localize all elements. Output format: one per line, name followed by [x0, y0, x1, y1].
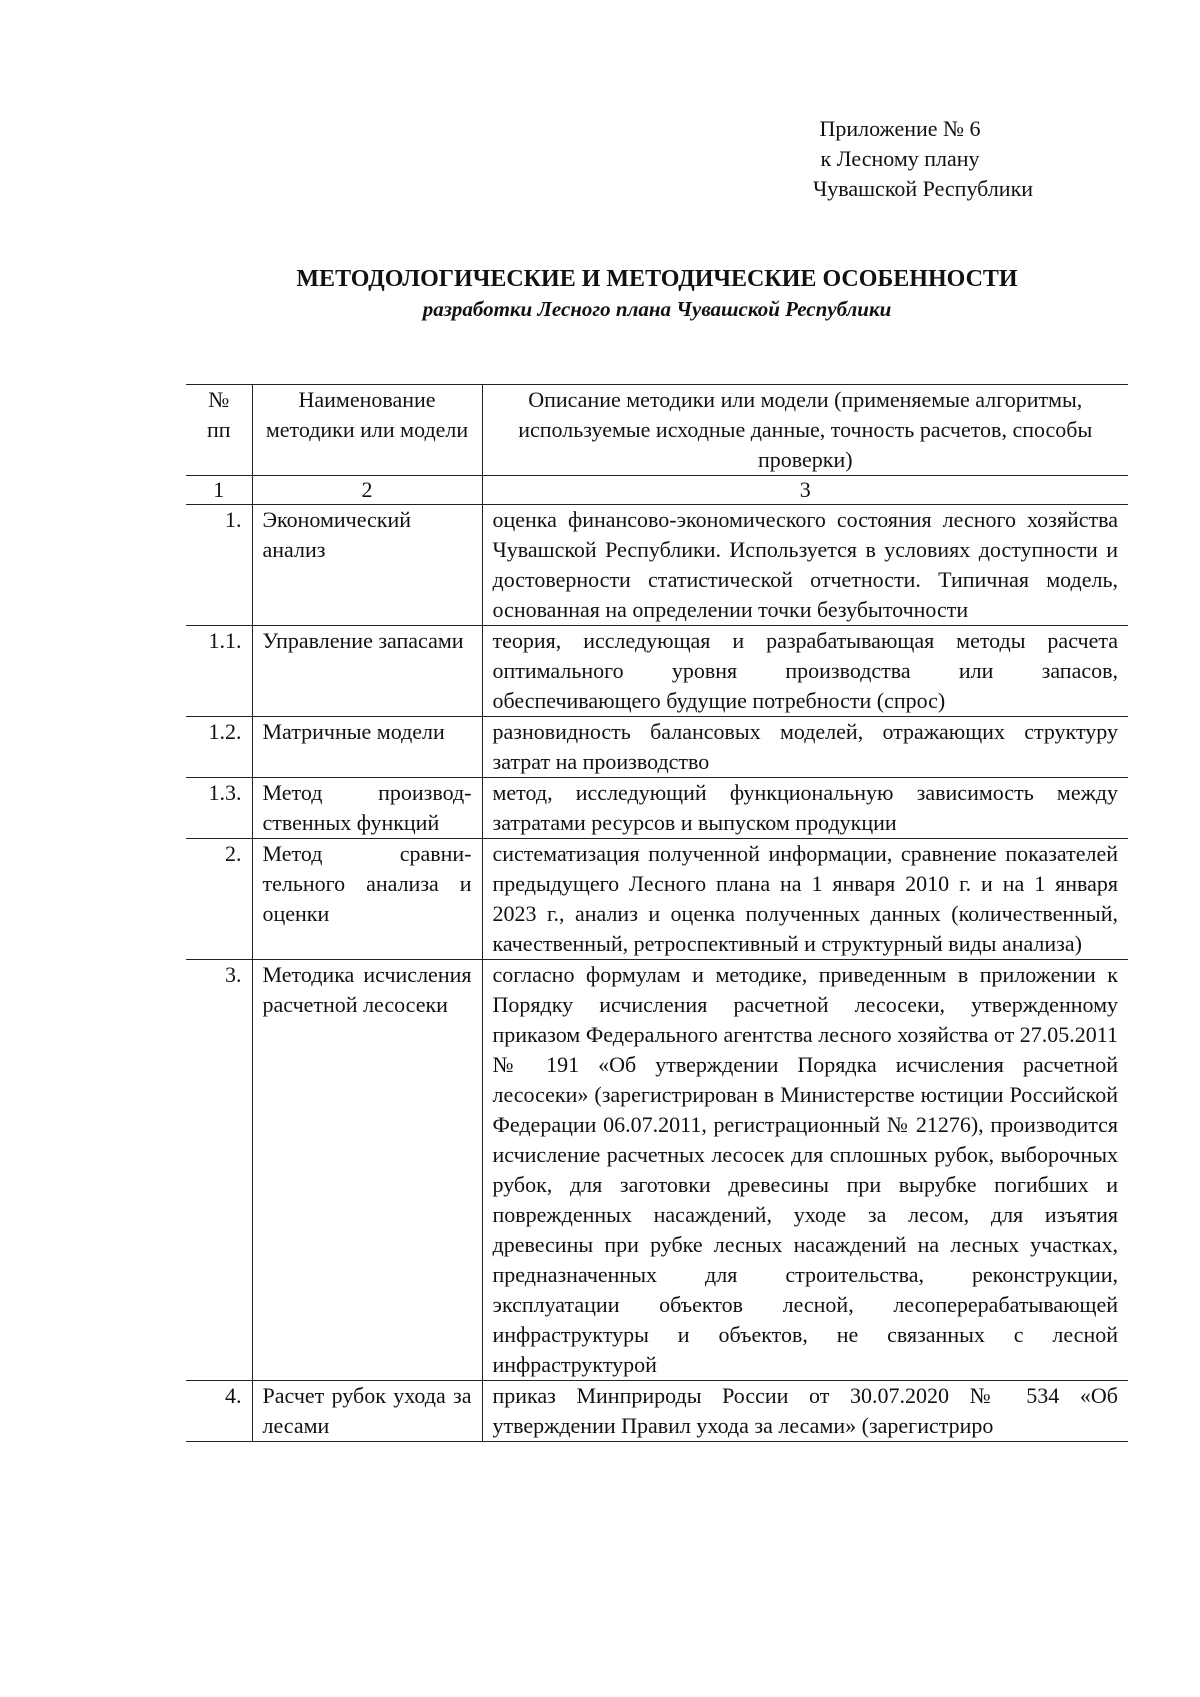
- appendix-number: Приложение № 6: [819, 116, 981, 141]
- column-number: 2: [252, 476, 482, 505]
- method-name: Методика исчисления расчетной лесосеки: [252, 960, 482, 1381]
- header-description: Описание методики или модели (применяемые алгоритмы, используемые исходные данные, точность расчетов, способы проверки): [482, 385, 1128, 476]
- table-row: [186, 1381, 1128, 1442]
- table-row: [186, 505, 1128, 626]
- table-header-row: [186, 385, 1128, 476]
- appendix-region: Чувашской Республики: [812, 176, 1034, 201]
- table-row: [186, 960, 1128, 1381]
- document-title: [186, 264, 1128, 324]
- header-number: № пп: [186, 385, 252, 476]
- table-row: [186, 839, 1128, 960]
- method-name: Матричные модели: [252, 717, 482, 778]
- header-method-name: Наименование методики или модели: [252, 385, 482, 476]
- table-row: [186, 778, 1128, 839]
- title-main: МЕТОДОЛОГИЧЕСКИЕ И МЕТОДИЧЕСКИЕ ОСОБЕННОСТИ: [296, 266, 1018, 292]
- row-number: 2.: [186, 839, 252, 960]
- methods-table: [186, 384, 1128, 1442]
- row-number: 1.3.: [186, 778, 252, 839]
- method-name: Метод производственных функций: [252, 778, 482, 839]
- method-name: Расчет рубок ухода за лесами: [252, 1381, 482, 1442]
- row-number: 4.: [186, 1381, 252, 1442]
- method-description: теория, исследующая и разрабатывающая методы расчета оптимального уровня производства или запасов, обеспечивающего будущие потребности (спрос): [482, 626, 1128, 717]
- method-description: систематизация полученной информации, сравнение показателей предыдущего Лесного плана на 1 января 2010 г. и на 1 января 2023 г., анализ и оценка полученных данных (количественный, качественный, ретроспективный и структурный виды анализа): [482, 839, 1128, 960]
- method-description: разновидность балансовых моделей, отражающих структуру затрат на производство: [482, 717, 1128, 778]
- row-number: 3.: [186, 960, 252, 1381]
- row-number: 1.2.: [186, 717, 252, 778]
- method-description: согласно формулам и методике, приведенным в приложении к Порядку исчисления расчетной лесосеки, утвержденному приказом Федерального агентства лесного хозяйства от 27.05.2011 № 191 «Об утверждении Порядка исчисления расчетной лесосеки» (зарегистрирован в Министерстве юстиции Российской Федерации 06.07.2011, регистрационный № 21276), производится исчисление расчетных лесосек для сплошных рубок, выборочных рубок, для заготовки древесины при вырубке погибших и поврежденных насаждений, уходе за лесом, для изъятия древесины при рубке лесных насаждений на лесных участках, предназначенных для строительства, реконструкции, эксплуатации объектов лесной, лесоперерабатывающей инфраструктуры и объектов, не связанных с лесной инфраструктурой: [482, 960, 1128, 1381]
- column-number: 3: [482, 476, 1128, 505]
- appendix-note: [700, 114, 1100, 204]
- row-number: 1.: [186, 505, 252, 626]
- method-description: метод, исследующий функциональную зависимость между затратами ресурсов и выпуском продукции: [482, 778, 1128, 839]
- method-name: Метод сравнительного анализа и оценки: [252, 839, 482, 960]
- method-description: приказ Минприроды России от 30.07.2020 № 534 «Об утверждении Правил ухода за лесами» (зарегистриро: [482, 1381, 1128, 1442]
- column-numbers-row: [186, 476, 1128, 505]
- row-number: 1.1.: [186, 626, 252, 717]
- column-number: 1: [186, 476, 252, 505]
- title-subtitle: разработки Лесного плана Чувашской Республики: [422, 297, 892, 321]
- method-description: оценка финансово-экономического состояния лесного хозяйства Чувашской Республики. Используется в условиях доступности и достоверности статистической отчетности. Типичная модель, основанная на определении точки безубыточности: [482, 505, 1128, 626]
- table-row: [186, 626, 1128, 717]
- method-name: Управление запасами: [252, 626, 482, 717]
- table-row: [186, 717, 1128, 778]
- method-name: Экономический анализ: [252, 505, 482, 626]
- appendix-reference: к Лесному плану: [820, 146, 980, 171]
